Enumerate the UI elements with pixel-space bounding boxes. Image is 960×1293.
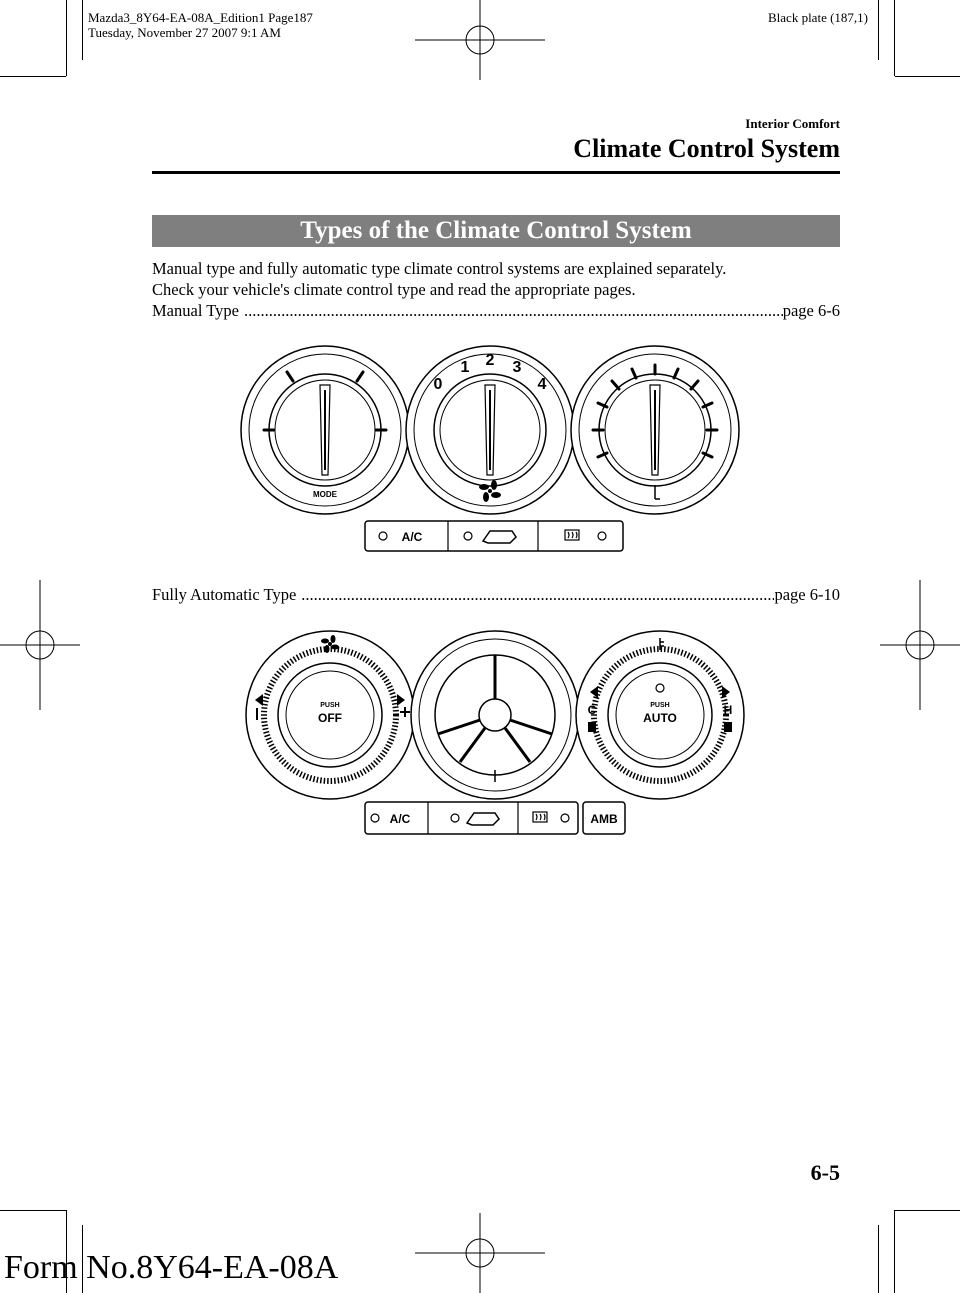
crop-mark: [894, 0, 895, 76]
fan-speed-1: 1: [460, 359, 470, 376]
registration-mark-left: [0, 580, 80, 710]
fan-off-dial: [246, 631, 414, 799]
intro-line1: Manual type and fully automatic type climate control systems are explained separately.: [152, 259, 727, 278]
plate-info: Black plate (187,1): [768, 10, 868, 25]
manual-type-ref[interactable]: [152, 301, 840, 321]
manual-button-strip: [365, 521, 623, 551]
auto-push-label: PUSH: [650, 702, 670, 709]
crop-mark: [878, 0, 879, 60]
auto-type-ref[interactable]: [152, 585, 840, 605]
section-title: Types of the Climate Control System: [152, 215, 840, 247]
leader-dots: [239, 301, 783, 321]
crop-mark: [878, 1225, 879, 1293]
auto-label: AUTO: [643, 711, 677, 725]
manual-climate-panel: [240, 345, 740, 555]
fan-speed-3: 3: [512, 359, 522, 376]
ref-label: Manual Type: [152, 301, 239, 320]
running-header-section: Interior Comfort: [745, 116, 840, 131]
registration-mark-bottom: [415, 1213, 545, 1293]
ref-page: page 6-6: [782, 301, 840, 320]
header-rule: [152, 171, 840, 174]
registration-mark-top: [415, 0, 545, 80]
fan-speed-4: 4: [537, 376, 547, 393]
crop-mark: [895, 76, 960, 77]
fan-dial: [406, 346, 574, 514]
ref-page: page 6-10: [774, 585, 840, 604]
fan-speed-0: 0: [433, 376, 443, 393]
temp-auto-dial: [576, 631, 744, 799]
ref-label: Fully Automatic Type: [152, 585, 297, 604]
auto-climate-panel: [245, 630, 745, 840]
crop-mark: [66, 0, 67, 76]
crop-mark: [0, 1210, 66, 1211]
hot-label: H: [723, 703, 733, 717]
mode-label: MODE: [313, 490, 337, 499]
crop-mark: [894, 1210, 895, 1293]
amb-button-label: AMB: [590, 812, 618, 826]
ac-button-label: A/C: [401, 530, 423, 544]
auto-button-strip: [365, 802, 625, 834]
print-info-line2: Tuesday, November 27 2007 9:1 AM: [88, 25, 281, 40]
crop-mark: [82, 0, 83, 60]
cold-label: C: [587, 703, 597, 717]
fan-speed-2: 2: [485, 352, 495, 369]
off-push-label: PUSH: [320, 702, 340, 709]
off-label: OFF: [318, 711, 342, 725]
intro-line2: Check your vehicle's climate control type and read the appropriate pages.: [152, 280, 636, 299]
running-header-title: Climate Control System: [573, 134, 840, 163]
auto-ac-button-label: A/C: [389, 812, 411, 826]
leader-dots: [296, 585, 774, 605]
page-number: 6-5: [810, 1160, 840, 1185]
mode-dial: [241, 346, 409, 514]
temperature-dial: [571, 346, 739, 514]
form-number: Form No.8Y64-EA-08A: [4, 1249, 339, 1286]
registration-mark-right: [880, 580, 960, 710]
mode-selector: [411, 631, 579, 799]
print-info-line1: Mazda3_8Y64-EA-08A_Edition1 Page187: [88, 10, 313, 25]
crop-mark: [895, 1210, 960, 1211]
crop-mark: [0, 76, 66, 77]
